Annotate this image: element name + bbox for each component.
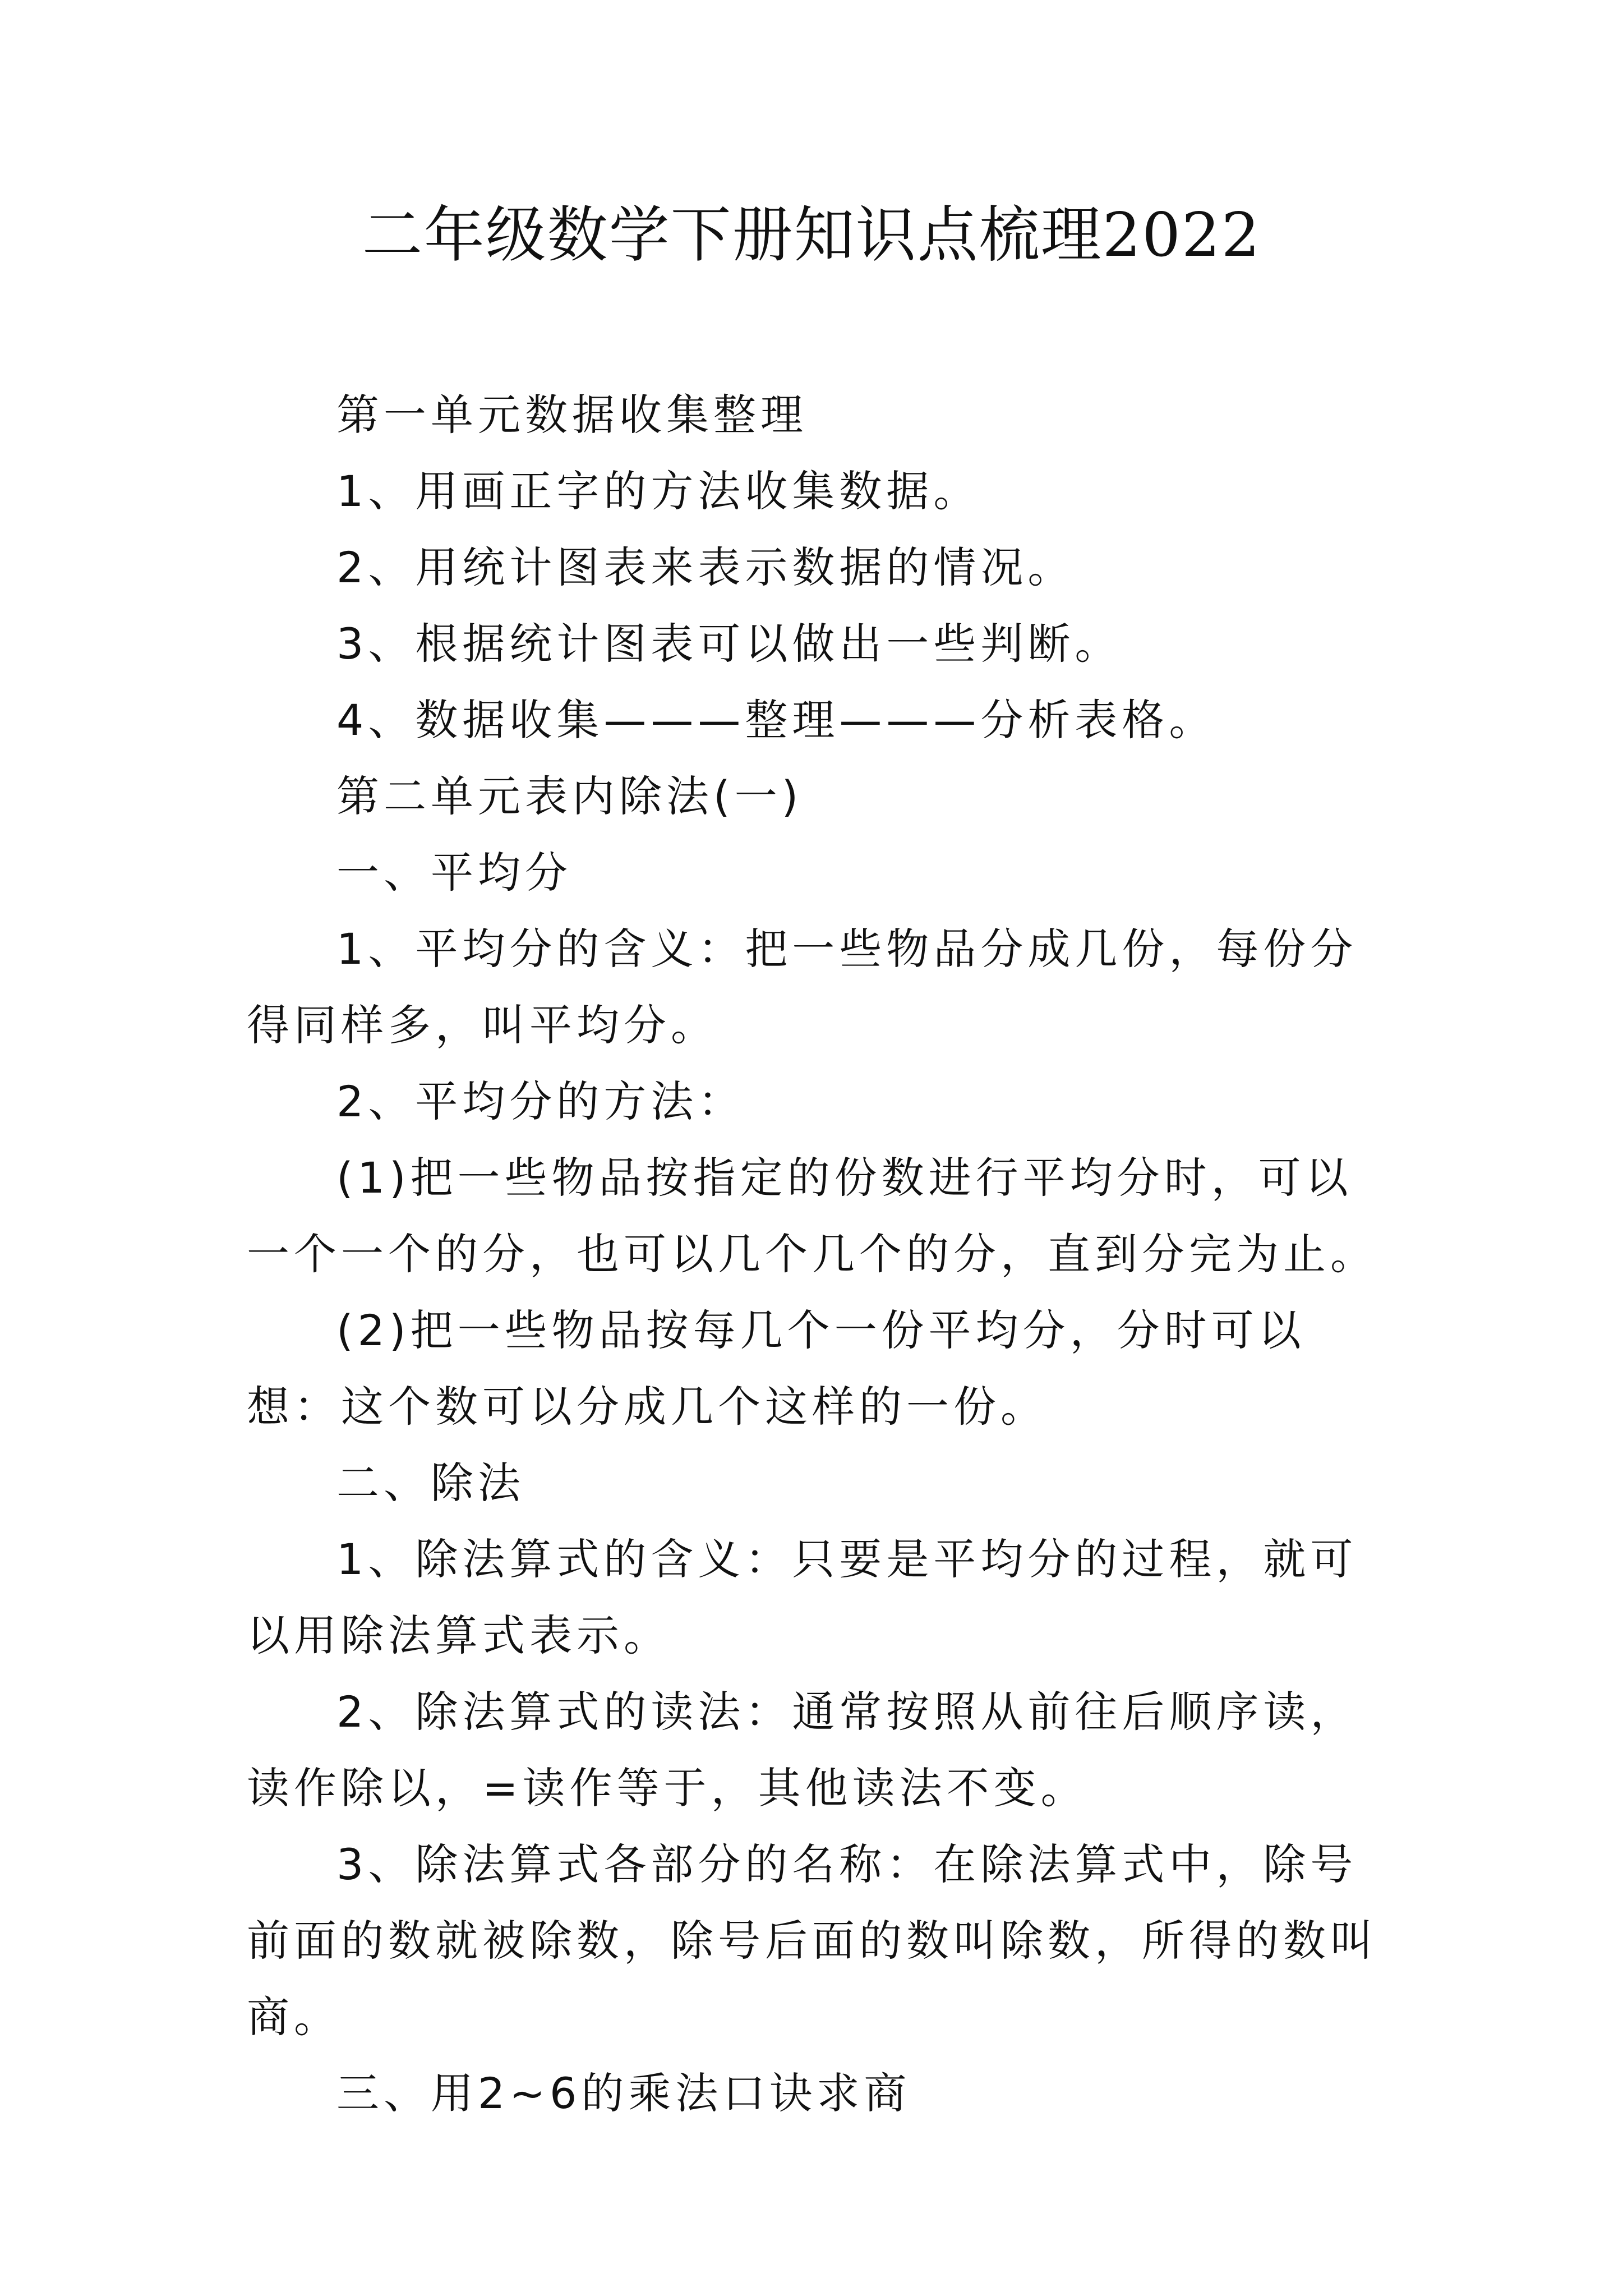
- paragraph: 2、用统计图表来表示数据的情况。: [336, 542, 1075, 592]
- paragraph: 1、平均分的含义：把一些物品分成几份，每份分得同样多，叫平均分。: [247, 924, 1358, 1050]
- paragraph: (2)把一些物品按每几个一份平均分，分时可以想：这个数可以分成几个这样的一份。: [247, 1305, 1306, 1432]
- paragraph: 3、根据统计图表可以做出一些判断。: [336, 619, 1122, 669]
- document-title: 二年级数学下册知识点梳理2022: [362, 200, 1261, 270]
- section-heading: 三、用2~6的乘法口诀求商: [336, 2068, 911, 2118]
- paragraph: 3、除法算式各部分的名称：在除法算式中，除号前面的数就被除数，除号后面的数叫除数，所得的数叫商。: [247, 1839, 1377, 2042]
- paragraph: 2、平均分的方法：: [336, 1076, 745, 1126]
- paragraph: 1、除法算式的含义：只要是平均分的过程，就可以用除法算式表示。: [247, 1534, 1358, 1660]
- section-heading: 一、平均分: [336, 848, 572, 898]
- paragraph: 1、用画正字的方法收集数据。: [336, 466, 981, 516]
- section-heading: 二、除法: [336, 1458, 525, 1508]
- unit-heading: 第二单元表内除法(一): [336, 771, 803, 821]
- unit-heading: 第一单元数据收集整理: [336, 390, 808, 440]
- paragraph: (1)把一些物品按指定的份数进行平均分时，可以一个一个的分，也可以几个几个的分，直到分完为止。: [247, 1153, 1377, 1279]
- paragraph: 2、除法算式的读法：通常按照从前往后顺序读，读作除以，=读作等于，其他读法不变。: [247, 1687, 1358, 1813]
- paragraph: 4、数据收集———整理———分析表格。: [336, 695, 1216, 745]
- document-body: [247, 377, 1391, 2132]
